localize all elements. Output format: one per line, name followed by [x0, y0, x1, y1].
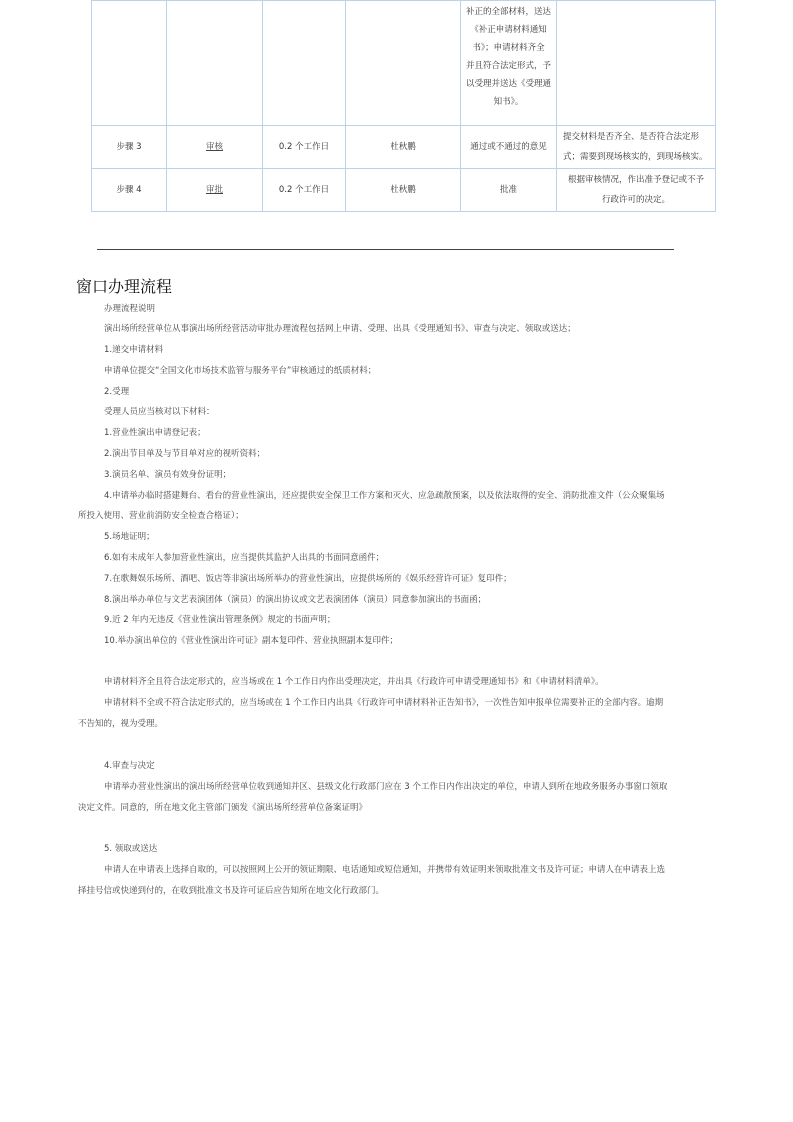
link-cell — [167, 169, 263, 212]
process-steps-table — [91, 0, 716, 212]
body-line: 7.在歌舞娱乐场所、酒吧、饭店等非演出场所举办的营业性演出，应提供场所的《娱乐经营许可证》复印件； — [104, 574, 512, 584]
body-line: 2.受理 — [104, 387, 130, 397]
section-title: 窗口办理流程 — [76, 277, 173, 296]
time-cell: 0.2 个工作日 — [263, 126, 346, 169]
body-line: 申请材料齐全且符合法定形式的，应当场或在 1 个工作日内作出受理决定，并出具《行政许可申请受理通知书》和《申请材料清单》。 — [104, 677, 604, 687]
link-cell — [167, 126, 263, 169]
table-cell — [557, 1, 716, 126]
result-cell: 批准 — [461, 169, 557, 212]
body-line: 所投入使用、营业前消防安全检查合格证）； — [78, 511, 244, 521]
person-cell: 杜秋鹏 — [346, 126, 461, 169]
body-line: 5.场地证明； — [104, 532, 155, 542]
cell-line: 并且符合法定形式，予 — [465, 61, 551, 71]
time-cell: 0.2 个工作日 — [263, 169, 346, 212]
cell-line: 行政许可的决定。 — [601, 195, 670, 205]
cell-line: 补正的全部材料，送达 — [465, 7, 551, 17]
body-line: 1.营业性演出申请登记表； — [104, 428, 206, 438]
result-cell: 通过或不通过的意见 — [461, 126, 557, 169]
body-line: 8.演出举办单位与文艺表演团体（演员）的演出协议或文艺表演团体（演员）同意参加演出的书面函； — [104, 595, 487, 605]
step-link-approve[interactable]: 审批 — [205, 185, 223, 195]
body-line: 决定文件。同意的，所在地文化主管部门颁发《演出场所经营单位备案证明》 — [78, 803, 368, 813]
cell-line: 根据审核情况，作出准予登记或不予 — [567, 175, 704, 185]
body-line: 申请人在申请表上选择自取的，可以按照网上公开的领证期限、电话通知或短信通知，并携带有效证明来领取批准文书及许可证；申请人在申请表上选 — [104, 865, 666, 875]
body-line: 演出场所经营单位从事演出场所经营活动审批办理流程包括网上申请、受理、出具《受理通知书》、审查与决定、领取或送达； — [104, 324, 576, 334]
step-link-review[interactable]: 审核 — [205, 142, 223, 152]
body-line: 1.递交申请材料 — [104, 345, 164, 355]
person-cell: 杜秋鹏 — [346, 169, 461, 212]
table-cell — [263, 1, 346, 126]
table-row — [92, 1, 716, 126]
cell-line: 式；需要到现场核实的，到现场核实。 — [563, 152, 708, 162]
table-cell — [346, 1, 461, 126]
cell-line: 书》；申请材料齐全 — [472, 43, 545, 53]
table-cell — [92, 1, 167, 126]
body-line: 择挂号信或快递到付的，在收到批准文书及许可证后应告知所在地文化行政部门。 — [78, 886, 385, 896]
result-cell — [461, 1, 557, 126]
body-line: 5. 领取或送达 — [104, 844, 158, 854]
body-line: 4.审查与决定 — [104, 761, 155, 771]
cell-line: 提交材料是否齐全、是否符合法定形 — [563, 132, 700, 142]
table-row — [92, 126, 716, 169]
body-line: 申请材料不全或不符合法定形式的，应当场或在 1 个工作日内出具《行政许可申请材料补正告知书》，一次性告知申报单位需要补正的全部内容。逾期 — [104, 698, 664, 708]
body-line: 申请单位提交“全国文化市场技术监管与服务平台”审核通过的纸质材料； — [104, 366, 377, 376]
body-line: 办理流程说明 — [104, 304, 156, 314]
body-line: 6.如有未成年人参加营业性演出，应当提供其监护人出具的书面同意函件； — [104, 553, 385, 563]
body-line: 不告知的，视为受理。 — [78, 719, 164, 729]
cell-line: 《补正申请材料通知 — [470, 25, 547, 35]
step-cell: 步骤 4 — [92, 169, 167, 212]
step-cell: 步骤 3 — [92, 126, 167, 169]
body-line: 申请举办营业性演出的演出场所经营单位收到通知并区、县级文化行政部门应在 3 个工作日内作出决定的单位，申请人到所在地政务服务办事窗口领取 — [104, 782, 668, 792]
desc-cell — [557, 169, 716, 212]
cell-line: 知书》。 — [493, 97, 524, 107]
cell-line: 以受理并送达《受理通 — [465, 79, 551, 89]
body-line: 3.演员名单、演员有效身份证明； — [104, 470, 232, 480]
section-divider — [97, 249, 674, 250]
table-row — [92, 169, 716, 212]
body-line: 10.举办演出单位的《营业性演出许可证》副本复印件、营业执照副本复印件； — [104, 636, 399, 646]
table-cell — [167, 1, 263, 126]
body-line: 9.近 2 年内无违反《营业性演出管理条例》规定的书面声明； — [104, 615, 336, 625]
body-line: 4.申请举办临时搭建舞台、看台的营业性演出，还应提供安全保卫工作方案和灭火、应急疏散预案，以及依法取得的安全、消防批准文件（公众聚集场 — [104, 491, 665, 501]
body-line: 2.演出节目单及与节目单对应的视听资料； — [104, 449, 266, 459]
body-line: 受理人员应当核对以下材料： — [104, 407, 215, 417]
desc-cell — [557, 126, 716, 169]
